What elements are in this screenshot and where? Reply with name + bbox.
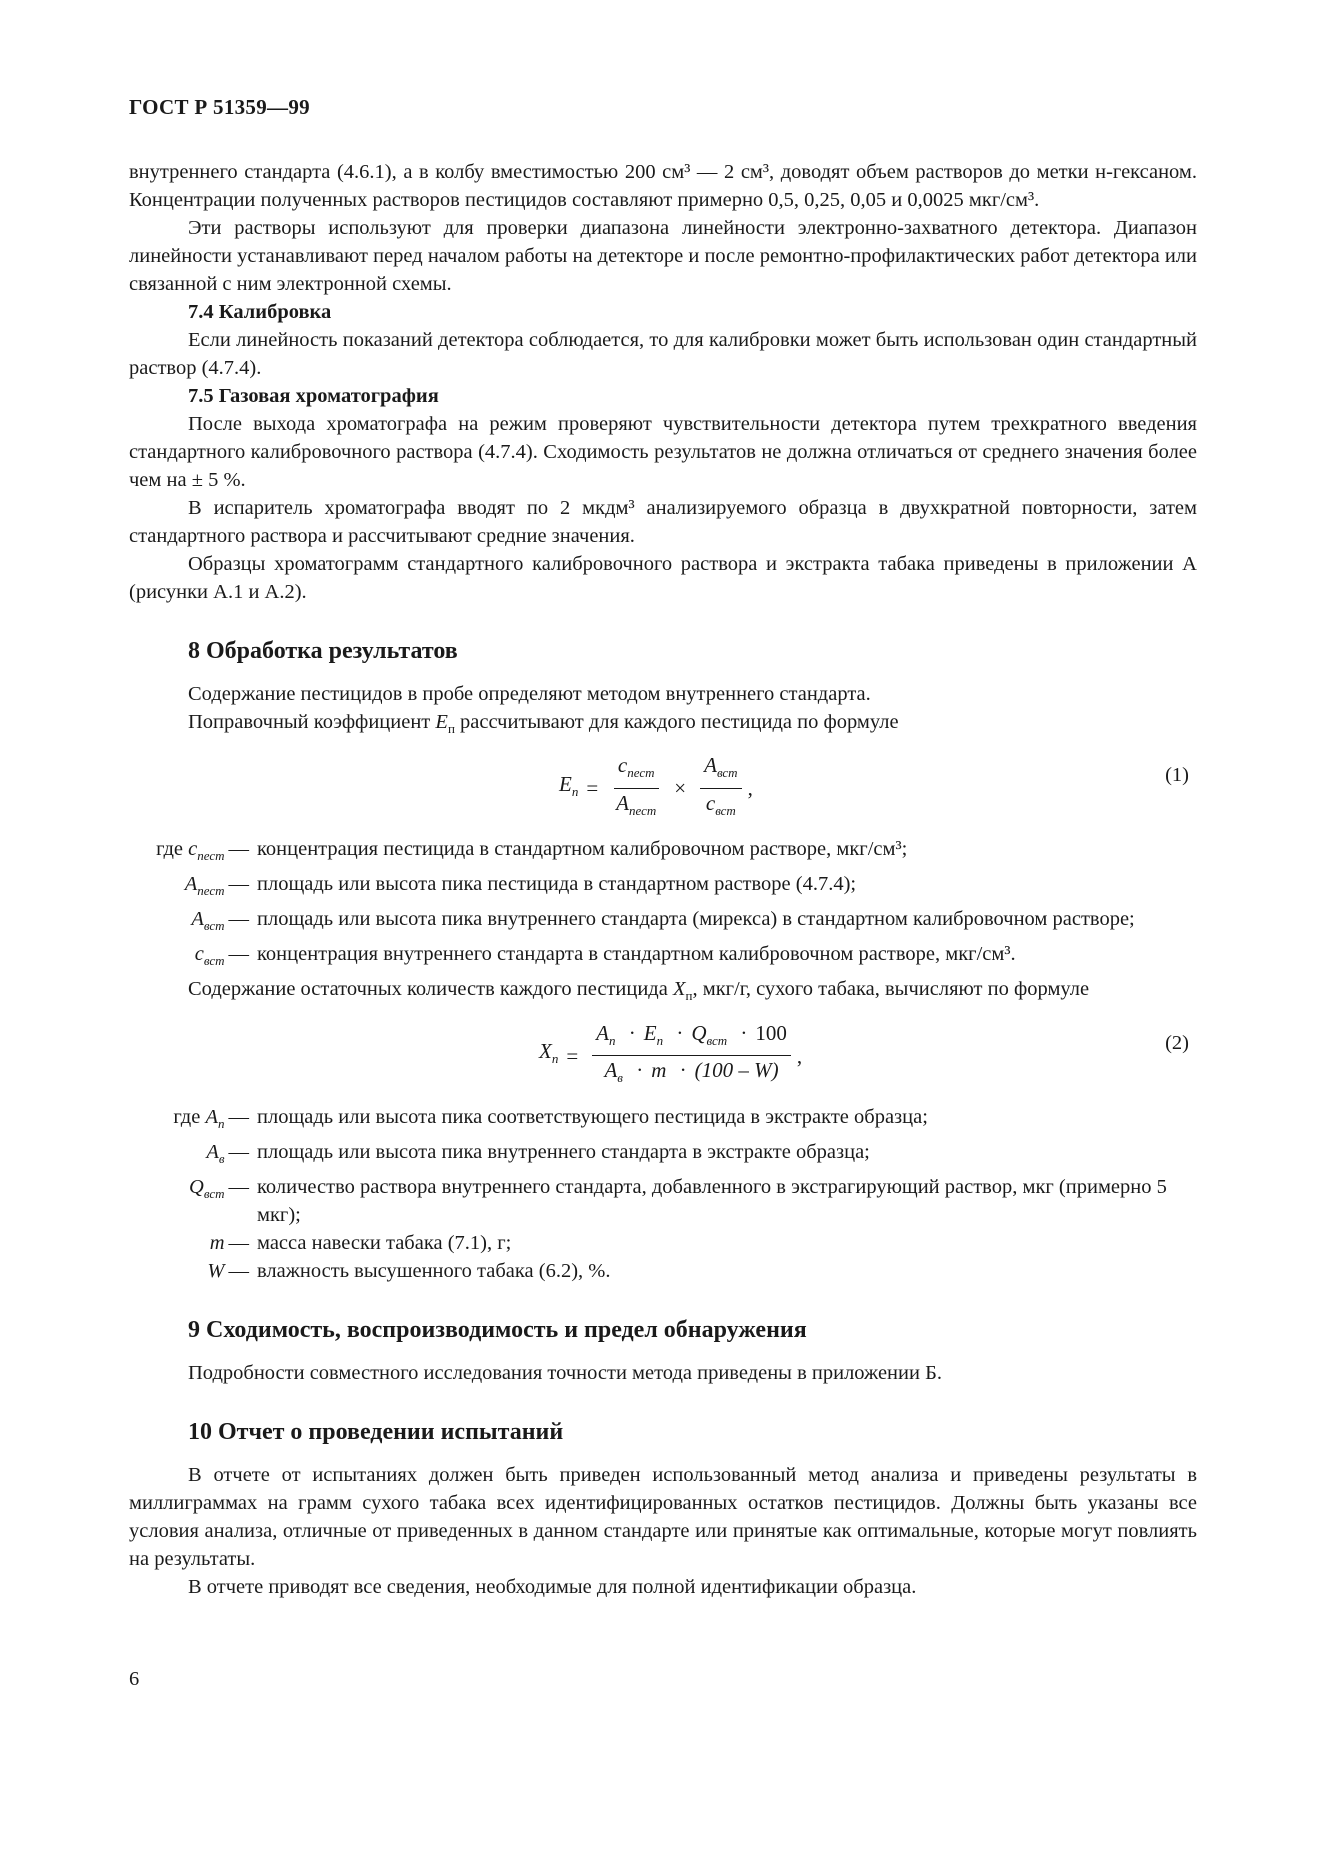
- section-9-text: Подробности совместного исследования точности метода приведены в приложении Б.: [188, 1361, 942, 1384]
- subsection-7-4-title: 7.4 Калибровка: [188, 301, 332, 323]
- section-10-paragraph-1: В отчете от испытаниях должен быть приведен использованный метод анализа и приведены результаты в миллиграммах на грамм сухого табака всех идентифицированных остатков пестицидов. Должны быть указаны все условия анализа, отличные от приведенных в данном стандарте или принятые как оптимальные, которые могут повлиять на результаты.: [129, 1463, 1197, 1570]
- definition-row: [129, 1103, 1197, 1138]
- page-content: [129, 158, 1197, 1601]
- definition-text: масса навески табака (7.1), г;: [257, 1231, 512, 1254]
- definition-row: [129, 870, 1197, 905]
- definition-row: [129, 940, 1197, 975]
- formula-2: $X_п$ = $\frac{A_п \cdot E_п \cdot Q_{вст} \cdot 100}{A_в \cdot m \cdot (100 - W)}$ , (2): [539, 1020, 1189, 1086]
- section-8-paragraph-1: Содержание пестицидов в пробе определяют методом внутреннего стандарта.: [188, 683, 871, 705]
- definition-symbol: $A_в$ —: [206, 1140, 249, 1166]
- section-9-title: 9 Сходимость, воспроизводимость и предел обнаружения: [188, 1316, 807, 1343]
- definition-row: [129, 905, 1197, 940]
- definition-text: площадь или высота пика пестицида в стандартном растворе (4.7.4);: [257, 873, 857, 896]
- definition-row: [129, 835, 1197, 870]
- subsection-7-5-paragraph-1: После выхода хроматографа на режим проверяют чувствительности детектора путем трехкратного введения стандартного калибровочного раствора (4.7.4). Сходимость результатов не должна отличаться от среднего значения более чем на ± 5 %.: [129, 413, 1197, 491]
- paragraph-linearity: Эти растворы используют для проверки диапазона линейности электронно-захватного детектора. Диапазон линейности устанавливают перед началом работы на детекторе и после ремонтно-профилактических работ детектора или связанной с ним электронной схемы.: [129, 217, 1197, 295]
- definition-symbol: где $A_п$ —: [173, 1105, 249, 1131]
- definition-row: [129, 1173, 1197, 1229]
- definition-text: концентрация внутреннего стандарта в стандартном калибровочном растворе, мкг/см³.: [257, 943, 1016, 966]
- formula-2-definitions: [129, 1103, 1197, 1285]
- definition-row: [129, 1138, 1197, 1173]
- definition-text: влажность высушенного табака (6.2), %.: [257, 1259, 611, 1282]
- paragraph-continued: внутреннего стандарта (4.6.1), а в колбу вместимостью 200 см³ — 2 см³, доводят объем растворов до метки н-гексаном. Концентрации полученных растворов пестицидов составляют примерно 0,5, 0,25, 0,05 и 0,0025 мкг/см³.: [129, 161, 1197, 211]
- definition-text: площадь или высота пика внутреннего стандарта в экстракте образца;: [257, 1140, 870, 1163]
- formula-1: $E_п$ = $\frac{c_{пест}}{A_{пест}}$ × $\frac{A_{вст}}{c_{вст}}$ , (1): [559, 753, 1189, 818]
- section-10-title: 10 Отчет о проведении испытаний: [188, 1418, 564, 1445]
- definition-symbol: $Q_{вст}$ —: [189, 1175, 249, 1201]
- definition-symbol: $c_{вст}$ —: [194, 943, 249, 969]
- subsection-7-4-text: Если линейность показаний детектора соблюдается, то для калибровки может быть использован один стандартный раствор (4.7.4).: [129, 329, 1197, 379]
- formula-1-number: (1): [1165, 764, 1189, 787]
- definition-symbol: где $c_{пест}$ —: [156, 838, 249, 864]
- definition-symbol: $A_{пест}$ —: [184, 873, 249, 899]
- subsection-7-5-paragraph-2: В испаритель хроматографа вводят по 2 мкдм³ анализируемого образца в двухкратной повторности, затем стандартного раствора и рассчитывают средние значения.: [129, 497, 1197, 547]
- definition-symbol: m —: [209, 1231, 249, 1254]
- section-8-paragraph-3: Содержание остаточных количеств каждого пестицида $X_п$, мкг/г, сухого табака, вычисляют по формуле: [188, 978, 1090, 1004]
- subsection-7-5-paragraph-3: Образцы хроматограмм стандартного калибровочного раствора и экстракта табака приведены в приложении А (рисунки А.1 и А.2).: [129, 553, 1197, 603]
- section-8-title: 8 Обработка результатов: [188, 638, 458, 664]
- formula-1-definitions: [129, 835, 1197, 975]
- subsection-7-5-title: 7.5 Газовая хроматография: [188, 385, 439, 407]
- definition-symbol: W —: [207, 1259, 249, 1282]
- definition-text: концентрация пестицида в стандартном калибровочном растворе, мкг/см³;: [257, 838, 908, 861]
- standard-code-header: ГОСТ Р 51359—99: [129, 95, 310, 119]
- definition-row: [129, 1257, 1197, 1285]
- section-8-paragraph-2: Поправочный коэффициент $E_п$ рассчитывают для каждого пестицида по формуле: [188, 711, 899, 737]
- definition-text: площадь или высота пика внутреннего стандарта (мирекса) в стандартном калибровочном растворе;: [257, 908, 1135, 931]
- section-10-paragraph-2: В отчете приводят все сведения, необходимые для полной идентификации образца.: [188, 1575, 917, 1598]
- page-number: 6: [129, 1668, 140, 1690]
- formula-2-number: (2): [1165, 1031, 1189, 1054]
- definition-text: площадь или высота пика соответствующего пестицида в экстракте образца;: [257, 1105, 928, 1128]
- definition-row: [129, 1229, 1197, 1257]
- definition-text: количество раствора внутреннего стандарта, добавленного в экстрагирующий раствор, мкг (примерно 5 мкг);: [257, 1175, 1167, 1226]
- definition-symbol: $A_{вст}$ —: [191, 908, 249, 934]
